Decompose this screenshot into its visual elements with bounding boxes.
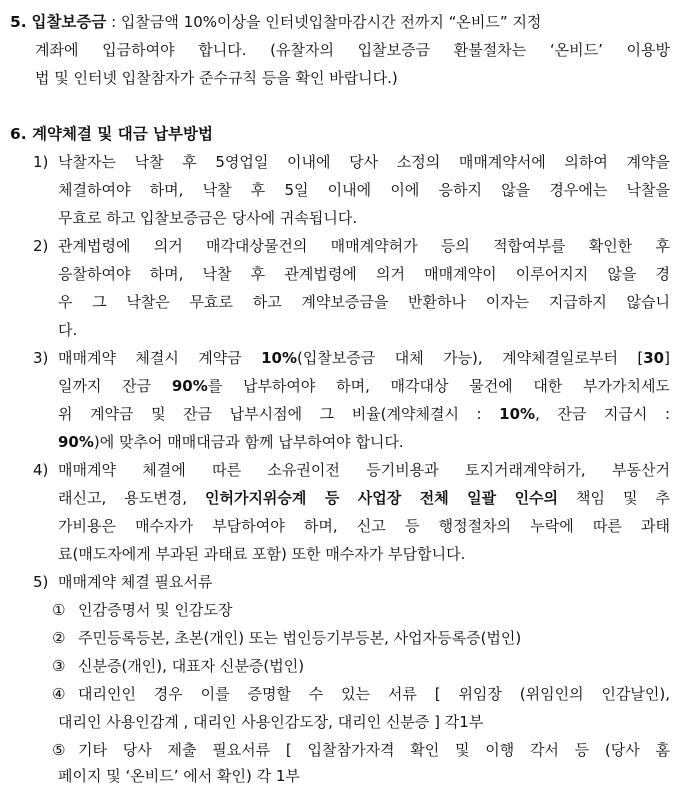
- section5-title: 입찰보증금: [31, 13, 107, 31]
- doc-item-text: 신분증(개인), 대표자 신분증(법인): [78, 657, 305, 675]
- doc-item-text: 기타 당사 제출 필요서류 [ 입찰참가자격 확인 및 이행 각서 등 (당사 홈: [78, 741, 670, 759]
- item1-line: 체결하여야 하며, 낙찰 후 5일 이내에 이에 응하지 않을 경우에는 낙찰을: [58, 181, 670, 199]
- item3-text: 일까지 잔금: [58, 377, 172, 395]
- doc-item-text: 주민등록등본, 초본(개인) 또는 법인등기부등본, 사업자등록증(법인): [78, 629, 522, 647]
- item1-line: 낙찰자는 낙찰 후 5영업일 이내에 당사 소정의 매매계약서에 의하여 계약을: [58, 153, 670, 171]
- section5-text-2: 계좌에 입금하여야 합니다. (유찰자의 입찰보증금 환불절차는 ‘온비드’ 이용방: [35, 41, 670, 59]
- item2-line: 우 그 낙찰은 무효로 하고 계약보증금을 반환하나 이자는 지급하지 않습니: [58, 293, 670, 311]
- doc-item-mark: ③: [52, 657, 66, 675]
- item3-text: , 잔금 지급시 :: [535, 405, 670, 423]
- doc-item-mark: ①: [52, 601, 66, 619]
- item2-line: 응찰하여야 하며, 낙찰 후 관계법령에 의거 매매계약이 이루어지지 않을 경: [58, 265, 670, 283]
- item3-line-4: [58, 432, 404, 452]
- item4-line-3: 가비용은 매수자가 부담하여야 하며, 신고 등 행정절차의 누락에 따른 과태: [58, 517, 670, 535]
- item3-text: 를 납부하여야 하며, 매각대상 물건에 대한 부가가치세도: [207, 377, 670, 395]
- item1-line: 무효로 하고 입찰보증금은 당사에 귀속됩니다.: [58, 209, 358, 227]
- item3-line-1: [58, 348, 670, 368]
- item3-line-2: [58, 376, 670, 396]
- section6-heading: 6. 계약체결 및 대금 납부방법: [10, 125, 213, 143]
- doc-item-continuation: 대리인 사용인감계 , 대리인 사용인감도장, 대리인 신분증 ] 각1부: [58, 713, 484, 731]
- item5-title: 매매계약 체결 필요서류: [58, 573, 213, 591]
- section5-text-3: 법 및 인터넷 입찰참자가 준수규칙 등을 확인 바랍니다.): [35, 69, 398, 87]
- item3-text: (입찰보증금 대체 가능), 계약체결일로부터 [: [297, 349, 644, 367]
- item4-line-4: 료(매도자에게 부과된 과태료 포함) 또한 매수자가 부담합니다.: [58, 545, 466, 563]
- item5-number: 5): [33, 573, 49, 591]
- doc-item-continuation: 페이지 및 ‘온비드’ 에서 확인) 각 1부: [58, 767, 300, 785]
- doc-item-text: 인감증명서 및 인감도장: [78, 601, 233, 619]
- item3-days: 30: [643, 349, 665, 367]
- item2-line: 다.: [58, 321, 78, 339]
- item4-number: 4): [33, 461, 49, 479]
- item2-number: 2): [33, 237, 49, 255]
- item3-deposit-rate: 10%: [261, 349, 297, 367]
- item3-line-3: [58, 404, 670, 424]
- item4-line-1: 매매계약 체결에 따른 소유권이전 등기비용과 토지거래계약허가, 부동산거: [58, 461, 670, 479]
- section5-number: 5.: [10, 13, 27, 31]
- item4-text: 책임 및 추: [558, 489, 670, 507]
- item1-number: 1): [33, 153, 49, 171]
- item4-line-2: [58, 488, 670, 508]
- section5-text-1: : 입찰금액 10%이상을 인터넷입찰마감시간 전까지 “온비드” 지정: [106, 13, 542, 31]
- item3-text: ]: [664, 349, 670, 367]
- doc-item-text: 대리인인 경우 이를 증명할 수 있는 서류 [ 위임장 (위임인의 인감날인),: [78, 685, 670, 703]
- doc-item-mark: ④: [52, 685, 66, 703]
- item4-bold-text: 인허가지위승계 등 사업장 전체 일괄 인수의: [204, 489, 559, 507]
- item3-balance-rate: 90%: [171, 377, 208, 395]
- item3-vat-deposit-rate: 10%: [499, 405, 536, 423]
- item3-text: )에 맞추어 매매대금과 함께 납부하여야 합니다.: [93, 433, 404, 451]
- item3-vat-balance-rate: 90%: [58, 433, 94, 451]
- item3-text: 매매계약 체결시 계약금: [58, 349, 262, 367]
- item4-text: 래신고, 용도변경,: [58, 489, 205, 507]
- item3-text: 위 계약금 및 잔금 납부시점에 그 비율(계약체결시 :: [58, 405, 500, 423]
- section5-line1: [10, 12, 541, 32]
- doc-item-mark: ⑤: [52, 741, 66, 759]
- item3-number: 3): [33, 349, 49, 367]
- doc-item-mark: ②: [52, 629, 66, 647]
- item2-line: 관계법령에 의거 매각대상물건의 매매계약허가 등의 적합여부를 확인한 후: [58, 237, 670, 255]
